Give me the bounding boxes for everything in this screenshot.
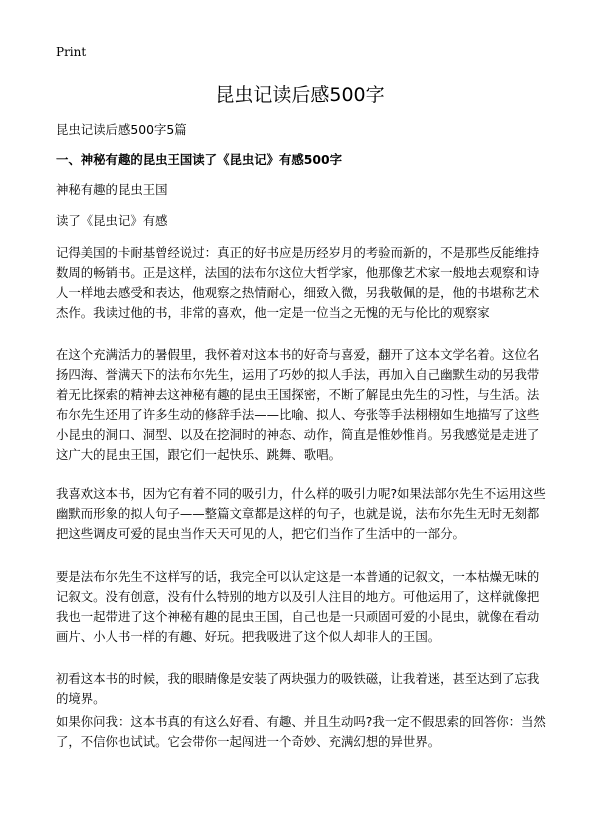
paragraph-6: 如果你问我：这本书真的有这么好看、有趣、并且生动吗?我一定不假思索的回答你：当然了，不信你也试试。它会带你一起闯进一个奇妙、充满幻想的异世界。	[56, 714, 546, 749]
intro-line-1: 神秘有趣的昆虫王国	[56, 182, 168, 197]
paragraph-3: 我喜欢这本书，因为它有着不同的吸引力，什么样的吸引力呢?如果法部尔先生不运用这些幽默而形象的拟人句子——整篇文章都是这样的句子，也就是说，法布尔先生无时无刻都把这些调皮可爱的昆虫当作天天可见的人，把它们当作了生活中的一部分。	[56, 486, 546, 541]
section-heading: 一、神秘有趣的昆虫王国读了《昆虫记》有感500字	[56, 152, 343, 167]
page-title: 昆虫记读后感500字	[215, 84, 385, 106]
paragraph-2: 在这个充满活力的暑假里，我怀着对这本书的好奇与喜爱，翻开了这本文学名着。这位名扬四海、誉满天下的法布尔先生，运用了巧妙的拟人手法，再加入自己幽默生动的另我带着无比探索的精神去这神秘有趣的昆虫王国探密，不断了解昆虫先生的习性，与生活。法布尔先生还用了许多生动的修辞手法——比喻、拟人、夸张等手法栩栩如生地描写了这些小昆虫的洞口、洞型、以及在挖洞时的神态、动作，简直是惟妙惟肖。另我感觉是走进了这广大的昆虫王国，跟它们一起快乐、跳舞、歌唱。	[56, 347, 540, 462]
intro-line-2: 读了《昆虫记》有感	[56, 213, 168, 228]
print-link[interactable]: Print	[56, 45, 87, 59]
paragraph-1: 记得美国的卡耐基曾经说过：真正的好书应是历经岁月的考验而新的，不是那些反能维持数周的畅销书。正是这样，法国的法布尔这位大哲学家，他那像艺术家一般地去观察和诗人一样地去感受和表达，他观察之热情耐心，细致入微，另我敬佩的是，他的书堪称艺术杰作。我读过他的书，非常的喜欢，他一定是一位当之无愧的无与伦比的观察家	[56, 245, 540, 320]
paragraph-4: 要是法布尔先生不这样写的话，我完全可以认定这是一本普通的记叙文，一本枯燥无味的记叙文。没有创意，没有什么特别的地方以及引人注目的地方。可他运用了，这样就像把我也一起带进了这个神秘有趣的昆虫王国，自己也是一只顽固可爱的小昆虫，就像在看动画片、小人书一样的有趣、好玩。把我吸进了这个似人却非人的王国。	[56, 569, 540, 644]
paragraph-5: 初看这本书的时候，我的眼睛像是安装了两块强力的吸铁磁，让我着迷，甚至达到了忘我的境界。	[56, 671, 540, 706]
subtitle: 昆虫记读后感500字5篇	[56, 122, 187, 137]
